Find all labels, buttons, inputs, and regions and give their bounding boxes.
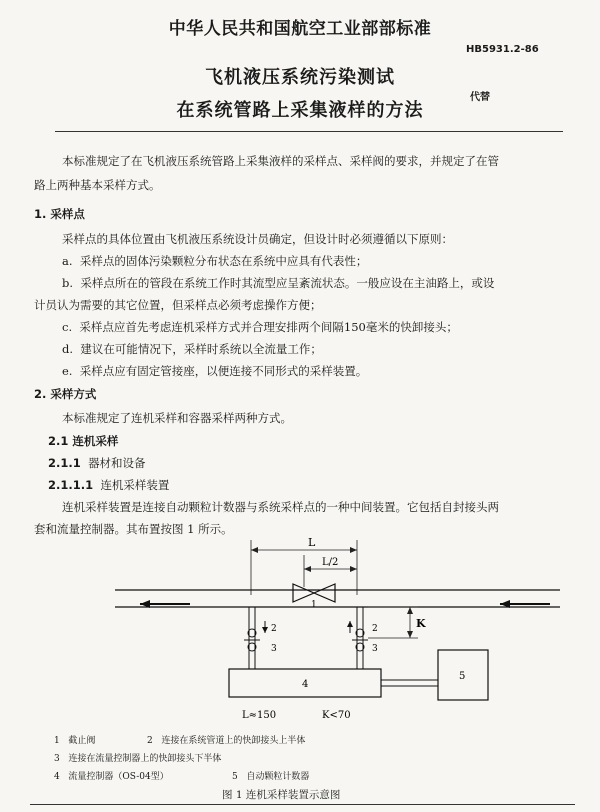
document-title-line2: 在系统管路上采集液样的方法 <box>176 100 424 121</box>
legend-item-2 <box>147 733 305 746</box>
shutoff-valve-icon <box>314 584 335 602</box>
sampling-diagram <box>0 535 600 725</box>
arrowhead-icon <box>251 547 258 553</box>
legend-item-5 <box>232 769 309 782</box>
section2-1-heading: 2.1 连机采样 <box>48 434 119 448</box>
label-n2b: 2 <box>372 624 378 634</box>
arrowhead-icon <box>350 547 357 553</box>
label-n1: 1 <box>311 600 317 610</box>
legend-num: 1 <box>54 736 60 746</box>
label-L: L <box>308 536 316 549</box>
arrowhead-icon <box>262 627 268 633</box>
label-K: K <box>416 617 426 630</box>
bottom-divider <box>30 804 575 805</box>
document-title-line1: 飞机液压系统污染测试 <box>205 67 395 88</box>
list-item-e <box>62 363 367 379</box>
condition-L: L≈150 <box>242 710 277 721</box>
standard-code: HB5931.2-86 <box>466 44 539 55</box>
legend-text: 连接在系统管道上的快卸接头上半体 <box>161 736 306 746</box>
legend-item-3 <box>54 751 221 764</box>
list-item-b <box>62 275 494 291</box>
list-text: 采样点的固体污染颗粒分布状态在系统中应具有代表性； <box>79 254 368 268</box>
standard-org-heading: 中华人民共和国航空工业部部标准 <box>168 19 432 39</box>
label-n3b: 3 <box>372 644 378 654</box>
intro-line1: 本标准规定了在飞机液压系统管路上采集液样的采样点、采样阀的要求，并规定了在管 <box>62 154 499 168</box>
list-text: 建议在可能情况下，采样时系统以全流量工作； <box>80 342 322 356</box>
section2-1-1-1-heading <box>48 477 169 493</box>
list-text: 采样点应首先考虑连机采样方式并合理安排两个间隔150毫米的快卸接头； <box>79 320 458 334</box>
legend-num: 5 <box>232 772 238 782</box>
header-divider <box>55 131 563 132</box>
list-marker: c. <box>62 320 73 334</box>
legend-text: 连接在流量控制器上的快卸接头下半体 <box>68 754 222 764</box>
legend-num: 3 <box>54 754 60 764</box>
legend-item-1 <box>54 733 95 746</box>
list-marker: d. <box>62 342 74 356</box>
legend-text: 截止阀 <box>68 736 96 746</box>
section2-heading: 2. 采样方式 <box>34 387 97 401</box>
arrowhead-icon <box>304 566 311 572</box>
replaces-label: 代替 <box>470 92 490 103</box>
section-number: 2.1.1.1 <box>48 478 94 492</box>
arrowhead-icon <box>407 631 413 638</box>
section1-text: 采样点的具体位置由飞机液压系统设计员确定，但设计时必须遵循以下原则： <box>62 232 453 246</box>
section-title: 器材和设备 <box>88 456 146 470</box>
label-n3a: 3 <box>271 644 277 654</box>
section-title: 连机采样装置 <box>100 478 170 492</box>
legend-text: 自动颗粒计数器 <box>246 772 310 782</box>
list-item-a <box>62 253 367 269</box>
list-marker: b. <box>62 276 74 290</box>
arrowhead-icon <box>350 566 357 572</box>
list-text: 采样点应有固定管接座，以便连接不同形式的采样装置。 <box>79 364 368 378</box>
section1-heading: 1. 采样点 <box>34 207 85 221</box>
section2-text: 本标准规定了连机采样和容器采样两种方式。 <box>62 411 292 425</box>
list-item-d <box>62 341 322 357</box>
legend-text: 流量控制器（OS-04型） <box>68 772 169 782</box>
list-text: 采样点所在的管段在系统工作时其流型应呈紊流状态。一般应设在主油路上，或设 <box>80 276 495 290</box>
label-n2a: 2 <box>271 624 277 634</box>
legend-num: 2 <box>147 736 153 746</box>
label-n4: 4 <box>302 679 309 690</box>
section-number: 2.1.1 <box>48 456 81 470</box>
arrowhead-icon <box>407 607 413 614</box>
list-marker: e. <box>62 364 73 378</box>
section2-1-1-heading <box>48 455 146 471</box>
device-desc-line2: 套和流量控制器。其布置按图 1 所示。 <box>34 522 233 536</box>
legend-num: 4 <box>54 772 60 782</box>
list-marker: a. <box>62 254 73 268</box>
label-n5: 5 <box>459 671 466 682</box>
arrowhead-icon <box>347 621 353 627</box>
figure-caption: 图 1 连机采样装置示意图 <box>222 789 341 801</box>
label-L2: L/2 <box>322 557 339 568</box>
device-desc-line1: 连机采样装置是连接自动颗粒计数器与系统采样点的一种中间装置。它包括自封接头两 <box>62 500 499 514</box>
legend-item-4 <box>54 769 169 782</box>
list-item-c <box>62 319 458 335</box>
condition-K: K<70 <box>322 710 351 721</box>
list-item-b-continued: 计员认为需要的其它位置，但采样点必须考虑操作方便； <box>34 298 322 312</box>
intro-line2: 路上两种基本采样方式。 <box>34 178 161 192</box>
